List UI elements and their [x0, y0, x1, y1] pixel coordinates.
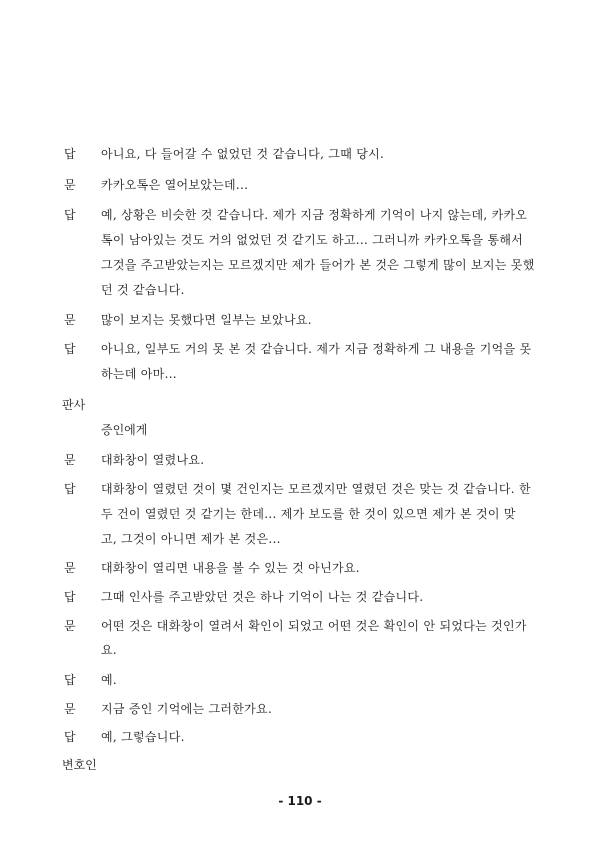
speaker-label: 문 [64, 619, 76, 633]
line-text: 예, 상황은 비슷한 것 같습니다. 제가 지금 정확하게 기억이 나지 않는데, 카카오 [101, 208, 528, 222]
speaker-label: 문 [64, 313, 76, 327]
line-text: 대화창이 열렸나요. [101, 453, 205, 467]
line-text: 요. [101, 643, 118, 657]
line-text: 아니요, 일부도 거의 못 본 것 같습니다. 제가 지금 정확하게 그 내용을 기억을 못 [101, 342, 532, 356]
speaker-label: 답 [64, 342, 76, 356]
speaker-label: 문 [64, 561, 76, 575]
line-text: 어떤 것은 대화창이 열려서 확인이 되었고 어떤 것은 확인이 안 되었다는 것인가 [101, 619, 527, 633]
speaker-label: 문 [64, 702, 76, 716]
line-text: 대화창이 열리면 내용을 볼 수 있는 것 아닌가요. [101, 561, 360, 575]
section-heading-text: 판사 [62, 398, 86, 412]
speaker-label: 답 [64, 147, 76, 161]
line-text: 두 건이 열렸던 것 같기는 한데... 제가 보도를 한 것이 있으면 제가 본 것이 맞 [101, 507, 516, 521]
speaker-label: 답 [64, 730, 76, 744]
line-text: 아니요, 다 들어갈 수 없었던 것 같습니다, 그때 당시. [101, 147, 385, 161]
line-text: 많이 보지는 못했다면 일부는 보았나요. [101, 313, 312, 327]
line-text: 고, 그것이 아니면 제가 본 것은... [101, 532, 281, 546]
line-text: 예. [101, 673, 118, 687]
speaker-label: 답 [64, 590, 76, 604]
speaker-label: 답 [64, 482, 76, 496]
line-text: 하는데 아마... [101, 367, 177, 381]
section-heading-text: 변호인 [62, 758, 97, 772]
page-number: - 110 - [278, 794, 322, 808]
line-text: 그것을 주고받았는지는 모르겠지만 제가 들어가 본 것은 그렇게 많이 보지는 못했 [101, 258, 535, 272]
line-text: 톡이 남아있는 것도 거의 없었던 것 같기도 하고... 그러니까 카카오톡을 통해서 [101, 233, 524, 247]
speaker-label: 문 [64, 178, 76, 192]
speaker-label: 답 [64, 208, 76, 222]
sub-heading-text: 증인에게 [101, 423, 148, 437]
line-text: 카카오톡은 열어보았는데... [101, 178, 249, 192]
speaker-label: 답 [64, 673, 76, 687]
line-text: 그때 인사를 주고받았던 것은 하나 기억이 나는 것 같습니다. [101, 590, 424, 604]
speaker-label: 문 [64, 453, 76, 467]
line-text: 대화창이 열렸던 것이 몇 건인지는 모르겠지만 열렸던 것은 맞는 것 같습니다. 한 [101, 482, 531, 496]
line-text: 예, 그렇습니다. [101, 730, 185, 744]
line-text: 던 것 같습니다. [101, 283, 185, 297]
line-text: 지금 증인 기억에는 그러한가요. [101, 702, 273, 716]
